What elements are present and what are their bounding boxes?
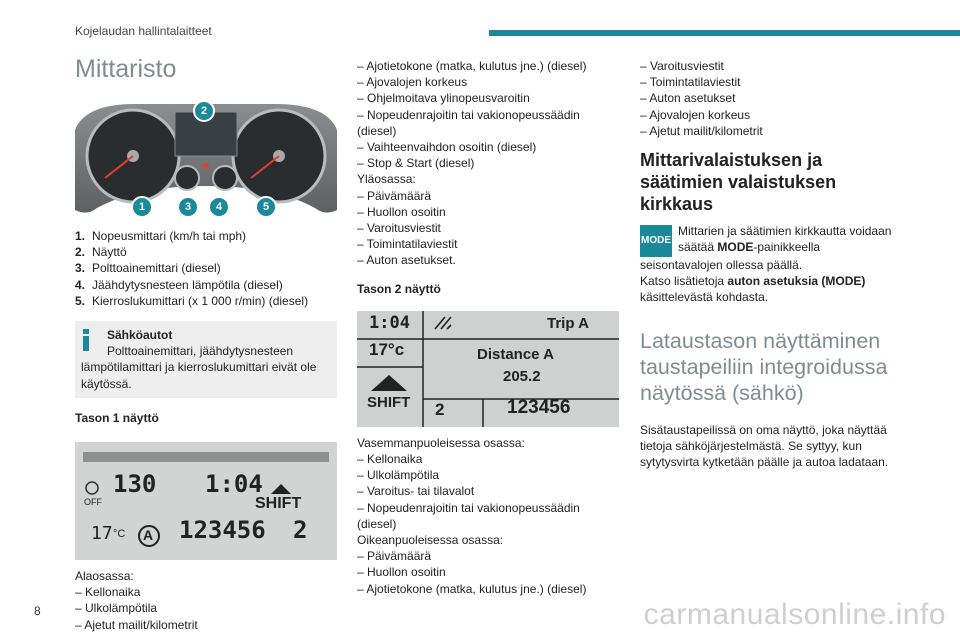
list-item: – Varoitusviestit [357,221,441,236]
mode-text: Katso lisätietoja auton asetuksia (MODE) [640,274,866,289]
lcd2-distance-value: 205.2 [503,367,541,385]
lcd2-trip: Trip A [547,314,589,332]
list-item: – Päivämäärä [357,188,432,203]
list-item: – Ulkolämpötila [357,468,440,483]
lower-item: – Ajetut mailit/kilometrit [75,617,198,632]
lcd1-shift: SHIFT [255,495,302,513]
page-number: 8 [34,604,41,618]
header-accent-bar [489,30,960,36]
list-item: Oikeanpuoleisessa osassa: [357,533,504,548]
list-item: (diesel) [357,516,397,531]
callout-badge-3: 3 [177,196,199,218]
lcd1-temp-unit: °C [113,528,126,541]
mode-paragraph: MODE Mittarien ja säätimien kirkkautta voidaan säätää MODE-painikkeella [640,223,902,257]
list-item: – Auton asetukset. [357,253,456,268]
lcd2-time: 1:04 [369,312,410,333]
paragraph-line: tietoja sähköjärjestelmästä. Se syttyy, kun [640,438,862,453]
list-item: – Kellonaika [357,452,423,467]
callout-badge-5: 5 [255,196,277,218]
paragraph-line: Sisätaustapeilissä on oma näyttö, joka näyttää [640,422,887,437]
heading-charge-level: Lataustason näyttäminen taustapeiliin integroidussa näytössä (sähkö) [640,328,888,405]
display-contents-list [357,58,619,269]
lcd1-gear: 2 [293,516,308,545]
mode-button-icon: MODE [640,225,672,257]
list-item: – Varoitusviestit [640,59,724,73]
lcd1-auto: A [143,527,154,544]
info-icon [81,329,91,351]
list-item: – Huollon osoitin [357,565,446,580]
list-item: – Nopeudenrajoitin tai vakionopeussäädin [357,500,580,515]
section-header: Kojelaudan hallintalaitteet [75,24,212,38]
list-item: – Varoitus- tai tilavalot [357,484,475,499]
lcd1-speed: 130 [113,470,157,499]
info-box-electric: Sähköautot Polttoainemittari, jäähdytysnesteen lämpötilamittari ja kierroslukumittari eivät ole käytössä. [75,321,337,398]
column-2 [357,58,619,597]
legend-item: 5. Kierroslukumittari (x 1 000 r/min) (diesel) [75,293,309,308]
level1-title: Tason 1 näyttö [75,410,159,425]
list-item: – Ajovalojen korkeus [357,75,468,90]
lcd1-temp: 17 [91,523,113,545]
lower-label: Alaosassa: [75,569,134,584]
mode-text: seisontavalojen ollessa päällä. [640,258,803,273]
instrument-cluster-image [75,100,337,220]
list-item: – Ajotietokone (matka, kulutus jne.) (diesel) [357,59,587,73]
list-item: – Huollon osoitin [357,204,446,219]
legend-item: 2. Näyttö [75,245,127,260]
lcd1-off: OFF [84,497,102,508]
list-item: (diesel) [357,123,397,138]
list-item: – Stop & Start (diesel) [357,156,475,171]
legend-item: 4. Jäähdytysnesteen lämpötila (diesel) [75,277,283,292]
list-item: – Päivämäärä [357,549,432,564]
lcd1-time: 1:04 [205,470,263,499]
lcd2-distance-label: Distance A [477,345,554,363]
heading-brightness: Mittarivalaistuksen ja säätimien valaistuksen kirkkaus [640,150,837,215]
lcd2-shift: SHIFT [367,393,411,411]
legend-item: 1. Nopeusmittari (km/h tai mph) [75,229,247,243]
list-item: – Ajovalojen korkeus [640,107,751,122]
mode-text: käsittelevästä kohdasta. [640,290,769,305]
list-item: Yläosassa: [357,172,416,187]
level1-display-image [75,442,337,560]
level2-title: Tason 2 näyttö [357,281,441,296]
title-mittaristo: Mittaristo [75,55,177,83]
list-item: – Ajotietokone (matka, kulutus jne.) (diesel) [357,581,587,596]
callout-badge-2: 2 [193,100,215,122]
lcd2-temp: 17°c [369,339,405,359]
column-1 [75,54,337,633]
lcd1-odometer: 123456 [179,516,266,545]
list-item: – Vaihteenvaihdon osoitin (diesel) [357,140,537,155]
display-sections-list [357,435,619,597]
column-3 [640,58,902,470]
lower-item: – Kellonaika [75,585,141,600]
legend-item: 3. Polttoainemittari (diesel) [75,261,221,276]
paragraph-line: sytytysvirta kytketään päälle ja autoa ladataan. [640,455,889,470]
cluster-legend-list [75,228,337,309]
callout-badge-1: 1 [131,196,153,218]
list-item: – Toimintatilaviestit [357,237,458,252]
list-item: Vasemmanpuoleisessa osassa: [357,435,525,450]
list-item: – Ohjelmoitava ylinopeusvaroitin [357,91,530,106]
lcd2-odometer: 123456 [507,396,571,418]
list-item: – Toimintatilaviestit [640,75,741,90]
list-item: – Nopeudenrajoitin tai vakionopeussäädin [357,107,580,122]
watermark: carmanualsonline.info [643,598,946,631]
lcd2-gear: 2 [435,399,445,419]
callout-badge-4: 4 [208,196,230,218]
list-item: – Auton asetukset [640,91,736,106]
lower-item: – Ulkolämpötila [75,601,158,616]
level2-display-image [357,311,619,427]
list-item: – Ajetut mailit/kilometrit [640,123,763,138]
